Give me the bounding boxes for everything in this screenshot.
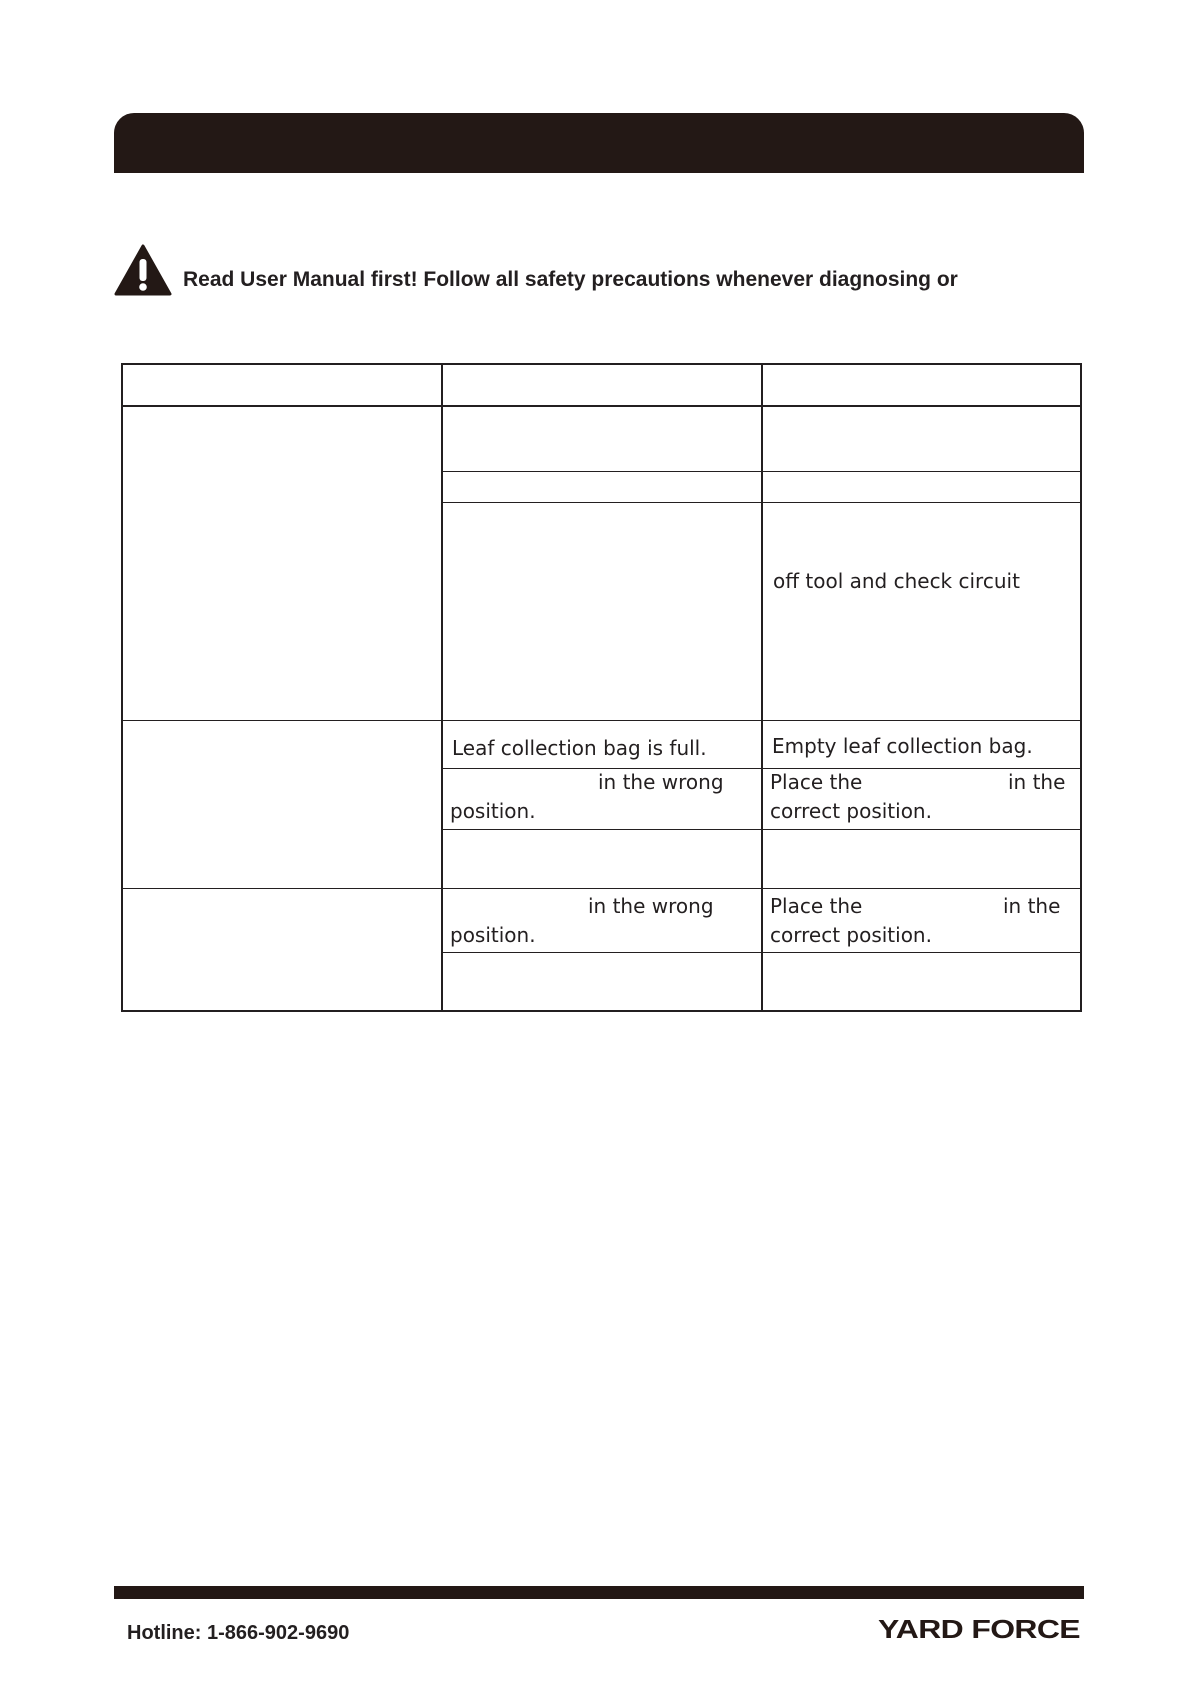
column-divider bbox=[441, 365, 443, 1010]
row-divider bbox=[441, 768, 1080, 769]
row-divider bbox=[123, 720, 1080, 721]
row-divider bbox=[123, 888, 1080, 889]
row-divider bbox=[441, 829, 1080, 830]
section-header-bar bbox=[114, 113, 1084, 173]
header-rule bbox=[123, 405, 1080, 407]
row-divider bbox=[441, 471, 1080, 472]
table-cell-text: in the wrong bbox=[598, 770, 724, 794]
table-cell-text: in the bbox=[1003, 894, 1061, 918]
brand-logo bbox=[878, 1614, 1082, 1644]
hotline-text: Hotline: 1-866-902-9690 bbox=[127, 1622, 350, 1644]
row-divider bbox=[441, 502, 1080, 503]
warning-text: Read User Manual first! Follow all safety precautions whenever diagnosing or bbox=[183, 268, 958, 291]
row-divider bbox=[441, 952, 1080, 953]
table-cell-text: position. bbox=[450, 923, 536, 947]
column-divider bbox=[761, 365, 763, 1010]
table-cell-text: Empty leaf collection bag. bbox=[772, 734, 1033, 758]
table-cell-text: Place the bbox=[770, 894, 863, 918]
table-cell-text: position. bbox=[450, 799, 536, 823]
brand-logo-text: YARD FORCE bbox=[878, 1614, 1081, 1644]
table-cell-text: correct position. bbox=[770, 799, 932, 823]
warning-triangle-icon bbox=[114, 244, 172, 296]
table-cell-text: in the bbox=[1008, 770, 1066, 794]
table-cell-text: off tool and check circuit bbox=[773, 569, 1020, 593]
table-cell-text: Place the bbox=[770, 770, 863, 794]
footer-bar bbox=[114, 1586, 1084, 1599]
table-cell-text: correct position. bbox=[770, 923, 932, 947]
table-cell-text: in the wrong bbox=[588, 894, 714, 918]
table-cell-text: Leaf collection bag is full. bbox=[452, 736, 707, 760]
troubleshooting-table bbox=[121, 363, 1082, 1012]
